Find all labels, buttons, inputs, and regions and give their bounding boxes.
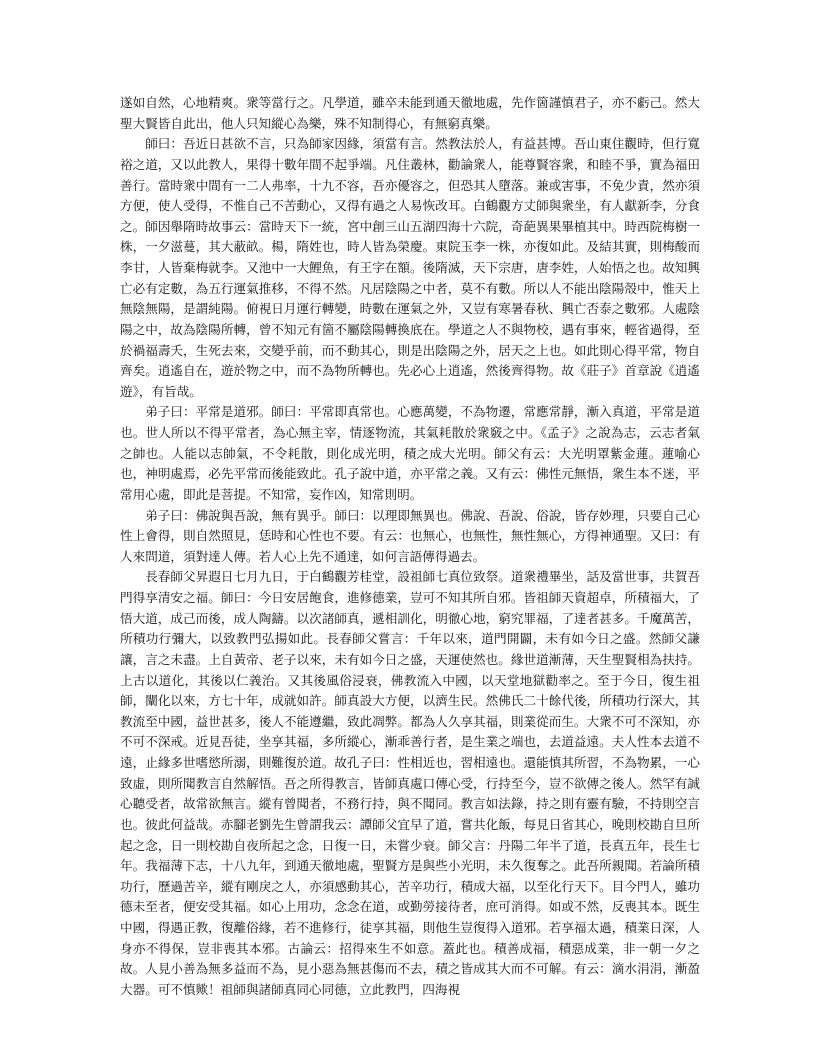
paragraph-3: 弟子曰：平常是道邪。師曰：平常即真常也。心應萬變，不為物遷，常應常靜，漸入真道，平常是道也。世人所以不得平常者，為心無主宰，情逐物流，其氣耗散於衆竅之中。《孟子》之說為志，云志者氣之帥也。人能以志帥氣，不令耗散，則化成光明，積之成大光明。師父有云：大光明罩紫金蓮。蓮喻心也，神明處焉，必先平常而後能致此。孔子說中道，亦平常之義。又有云：佛性元無悟，衆生本不迷，平常用心處，即此是菩提。不知常，妄作凶，知常則明。 [120,404,700,502]
document-page [120,93,700,1029]
paragraph-5: 長春師父昇遐日七月九日，于白鶴觀芳桂堂，設祖師七真位致祭。道衆禮畢坐，話及當世事，共賀吾門得享清安之福。師曰：今日安居飽食，進修德業，豈可不知其所自邪。皆祖師天資超卓，所積福大，了悟大道，成己而後，成人陶鑄。以次諸師真，遞相訓化，明徹心地，窮究罪福，了達者甚多。千魔萬苦，所積功行彌大，以致教門弘揚如此。長春師父嘗言：千年以來，道門開闢，未有如今日之盛。然師父謙讓，言之未盡。上自黃帝、老子以來，未有如今日之盛，天運使然也。緣世道漸薄，天生聖賢相為扶持。上古以道化，其後以仁義治。又其後風俗浸衰，佛教流入中國，以天堂地獄勸率之。至于今日，復生祖師，闡化以來，方七十年，成就如許。師真設大方便，以濟生民。然佛氏二十餘代後，所積功行深大，其教流至中國，益世甚多，後人不能遵繼，致此凋弊。都為人久享其福，則業從而生。大衆不可不深知，亦不可不深戒。近見吾徒，坐享其福，多所縱心，漸乖善行者，是生業之端也，去道益遠。夫人性本去道不遠，止緣多世嗜慾所溺，則難復於道。故孔子曰：性相近也，習相遠也。還能慎其所習，不為物累，一心致虛，則所聞教言自然解悟。吾之所得教言，皆師真處口傳心受，行持至今，豈不欲傳之後人。然罕有誠心聽受者，故常欲無言。縱有曾聞者，不務行持，與不聞同。教言如法錄，持之則有靈有驗，不持則空言也。彼此何益哉。赤腳老劉先生曾謂我云：譚師父宜早了道，嘗共化飯，每見日省其心，晚則校勘自旦所起之念，日一則校勘自夜所起之念，日復一日，未嘗少衰。師父言：丹陽二年半了道，長真五年，長生七年。我福薄下志，十八九年，到通天徹地處，聖賢方是與些小光明，未久復奪之。此吾所親聞。若論所積功行，歷過苦辛，縱有剛戾之人，亦須感動其心，苦辛功行，積成大福，以至化行天下。目今門人，雖功德未至者，便安受其福。如心上用功，念念在道，或勤勞接待者，庶可消得。如或不然，反喪其本。既生中國，得遇正教，復離俗緣，若不進修行，徒享其福，則他生豈復得入道邪。若享福太過，積業日深，人身亦不得保，豈非喪其本邪。古論云：招得來生不如意。蓋此也。積善成福，積惡成業，非一朝一夕之故。人見小善為無多益而不為，見小惡為無甚傷而不去，積之皆成其大而不可解。有云：滴水涓涓，漸盈大器。可不慎歟！祖師與諸師真同心同德，立此教門，四海視 [120,569,700,997]
paragraph-2: 師曰：吾近日甚欲不言，只為師家因緣，須當有言。然教法於人，有益甚博。吾山東住觀時，但行寬裕之道，又以此教人，果得十數年間不起爭端。凡住叢林，勸論衆人，能尊賢容衆，和睦不爭，實為福田善行。當時衆中間有一二人弗率，十九不容，吾亦優容之，但恐其人墮落。兼或害事，不免少責，然亦須方便，使人受得，不惟自己不苦動心，又得有過之人易恢改耳。白鶴觀方丈師與衆坐，有人獻新李，分食之。師因舉隋時故事云：當時天下一統，宮中創三山五湖四海十六院，奇葩異果畢植其中。時西院梅樹一株，一夕滋蔓，其大蔽畝。楊，隋姓也，時人皆為榮慶。東院玉李一株，亦復如此。及結其實，則梅酸而李甘，人皆棄梅就李。又池中一大鯉魚，有王字在額。後隋滅，天下宗唐，唐李姓，人始悟之也。故知興亡必有定數，為五行運氣推移，不得不然。凡居陰陽之中者，莫不有數。所以人不能出陰陽殼中，惟天上無陰無陽，是謂純陽。俯視日月運行轉變，時數在運氣之外，又豈有寒暑春秋、興亡否泰之數邪。人處陰陽之中，故為陰陽所轉，曾不知元有箇不屬陰陽轉換底在。學道之人不與物校，遇有事來，輕省過得，至於禍福壽夭，生死去來，交變乎前，而不動其心，則是出陰陽之外，居天之上也。如此則心得平常，物自齊矣。逍遙自在，遊於物之中，而不為物所轉也。先必心上逍遙，然後齊得物。故《莊子》首章說《逍遙遊》，有旨哉。 [120,136,700,399]
paragraph-1: 遂如自然，心地精爽。衆等當行之。凡學道，雖卒未能到通天徹地處，先作箇謹慎君子，亦不虧己。然大聖大賢皆自此出，他人只知縱心為樂，殊不知制得心，有無窮真樂。 [120,95,700,131]
paragraph-4: 弟子曰：佛說與吾說，無有異乎。師曰：以理即無異也。佛說、吾說、俗說，皆存妙理，只要自己心性上會得，則自然照見，恁時和心性也不要。有云：也無心，也無性，無性無心，方得神通聖。又曰：有人來問道，須對達人傳。若人心上先不通達，如何言語傳得過去。 [120,507,700,564]
